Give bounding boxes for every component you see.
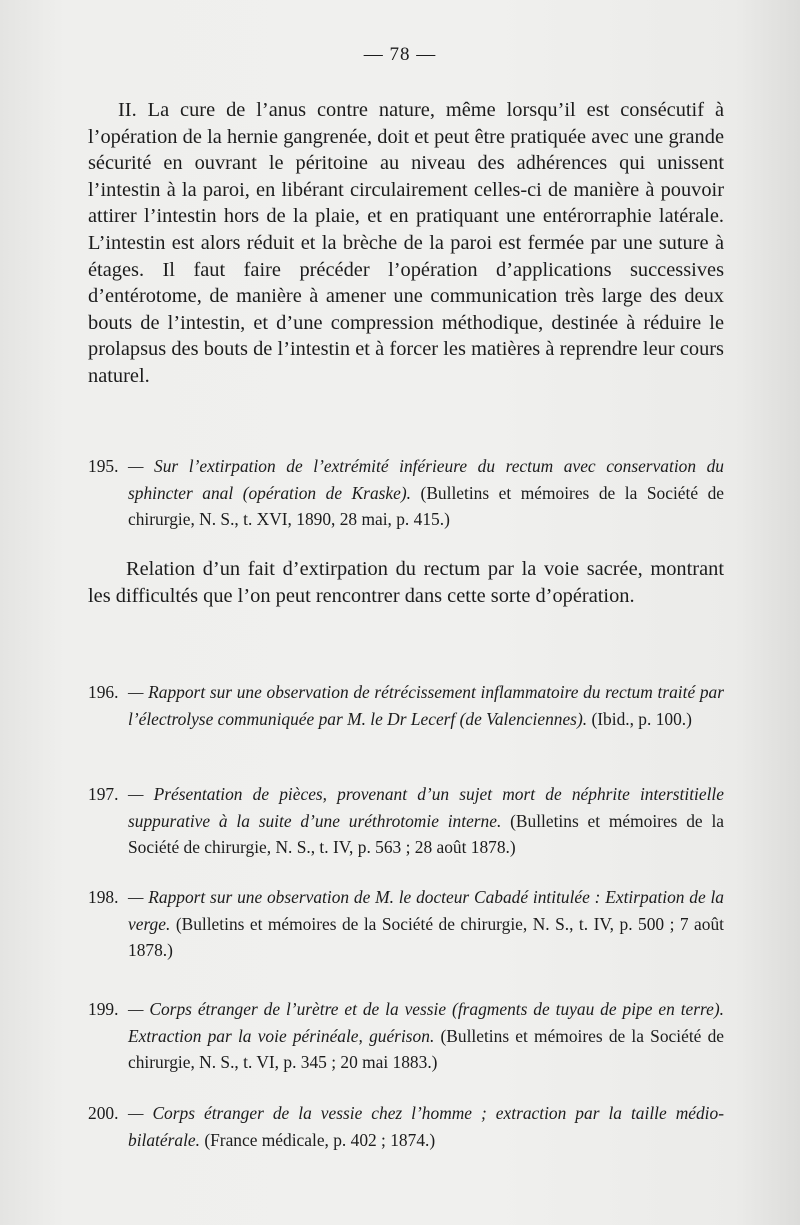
entry-title: — Présentation de pièces, provenant d’un sujet mort de néphrite interstitielle suppurative à la suite d’une uréthrotomie interne. — [128, 784, 724, 831]
entry-title: — Rapport sur une observation de rétrécissement inflammatoire du rectum traité par l’électrolyse communiquée par M. le Dr Lecerf (de Valenciennes). — [128, 682, 724, 729]
entry-title: — Rapport sur une observation de M. le docteur Cabadé intitulée : Extirpation de la verge. — [128, 887, 724, 934]
entry-citation: (Bulletins et mémoires de la Société de chirurgie, N. S., t. XVI, 1890, 28 mai, p. 415.) — [128, 482, 724, 529]
entry-citation: (Bulletins et mémoires de la Société de chirurgie, N. S., t. VI, p. 345 ; 20 mai 1883.) — [128, 1025, 724, 1072]
entry-number: 200. — [88, 1103, 119, 1123]
entry-citation: (Bulletins et mémoires de la Société de chirurgie, N. S., t. IV, p. 563 ; 28 août 1878.) — [128, 810, 724, 857]
entry-number: 196. — [88, 682, 119, 702]
entry-title: — Corps étranger de la vessie chez l’homme ; extraction par la taille médio-bilatérale. — [128, 1103, 724, 1150]
entry-title: — Corps étranger de l’urètre et de la vessie (fragments de tuyau de pipe en terre). Extraction par la voie périnéale, guérison. — [128, 999, 724, 1046]
entry-number: 195. — [88, 456, 119, 476]
entry-number: 197. — [88, 784, 119, 804]
bibliography-entry-198 — [88, 884, 724, 964]
body-paragraph: II. La cure de l’anus contre nature, même lorsqu’il est consécutif à l’opération de la hernie gangrenée, doit et peut être pratiquée avec une grande sécurité en ouvrant le péritoine au niveau des adhérences qui unissent l’intestin à la paroi, en libérant circulairement celles-ci de manière à pouvoir attirer l’intestin hors de la plaie, et en pratiquant une entérorraphie latérale. L’intestin est alors réduit et la brèche de la paroi est fermée par une suture à étages. Il faut faire précéder l’opération d’applications successives d’entérotome, de manière à amener une communication très large des deux bouts de l’intestin, et d’une compression méthodique, destinée à réduire le prolapsus des bouts de l’intestin et à forcer les matières à reprendre leur cours naturel. — [88, 99, 724, 387]
entry-number: 199. — [88, 999, 119, 1019]
entry-number: 198. — [88, 887, 119, 907]
entry-citation: (Ibid., p. 100.) — [591, 708, 692, 729]
entry-citation: (France médicale, p. 402 ; 1874.) — [204, 1129, 436, 1150]
page-number: — 78 — — [363, 44, 437, 65]
entry-summary: Relation d’un fait d’extirpation du rectum par la voie sacrée, montrant les difficultés que l’on peut rencontrer dans cette sorte d’opération. — [88, 558, 724, 607]
bibliography-entry-200 — [88, 1100, 724, 1153]
entry-title: — Sur l’extirpation de l’extrémité inférieure du rectum avec conservation du sphincter anal (opération de Kraske). — [128, 456, 724, 503]
bibliography-entry-197 — [88, 781, 724, 861]
entry-citation: (Bulletins et mémoires de la Société de chirurgie, N. S., t. IV, p. 500 ; 7 août 1878.) — [128, 913, 724, 960]
bibliography-entry-195 — [88, 453, 724, 533]
bibliography-entry-199 — [88, 996, 724, 1076]
bibliography-entry-196 — [88, 679, 724, 732]
